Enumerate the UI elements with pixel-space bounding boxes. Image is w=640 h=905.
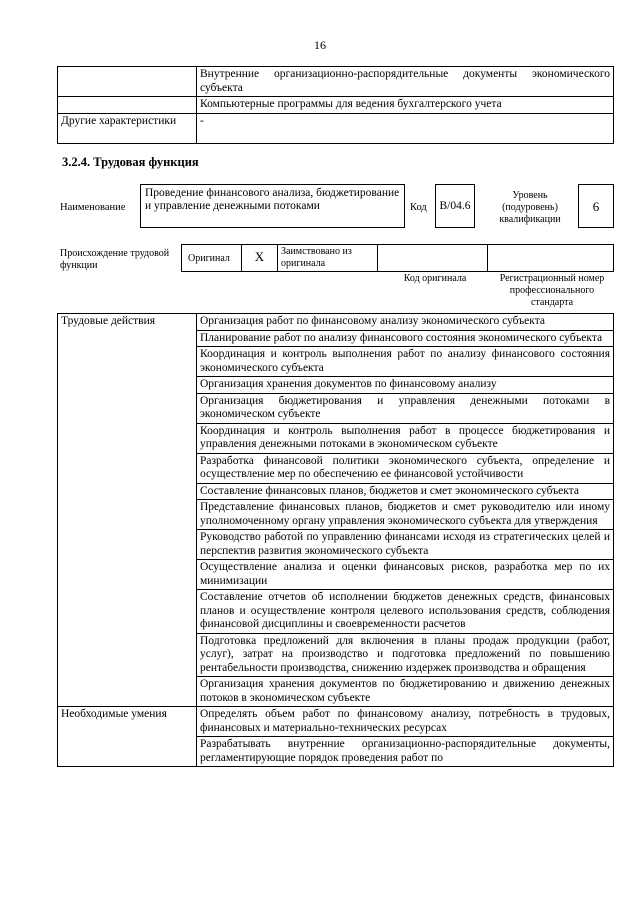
top-row-label [58, 97, 197, 114]
origin-strip [181, 244, 614, 272]
table-row [58, 113, 614, 143]
labor-action-item: Осуществление анализа и оценки финансовых рисков, разработка мер по их минимизации [197, 560, 614, 590]
original-code-cell [378, 245, 488, 271]
page-number: 16 [314, 38, 326, 52]
level-label: Уровень (подуровень) квалификации [499, 190, 561, 225]
labor-action-item: Представление финансовых планов, бюджетов и смет руководителю или иному уполномоченному органу управления экономического субъекта для утверждения [197, 500, 614, 530]
table-row [58, 97, 614, 114]
function-code: В/04.6 [439, 199, 471, 212]
required-skill-item: Разрабатывать внутренние организационно-распорядительные документы, регламентирующие порядок проведения работ по [197, 737, 614, 767]
other-characteristics-value: - [197, 113, 614, 143]
top-row-value: Внутренние организационно-распорядительные документы экономического субъекта [197, 67, 614, 97]
labor-action-item: Составление финансовых планов, бюджетов и смет экономического субъекта [197, 483, 614, 500]
table-row [58, 314, 614, 331]
reg-number-cell [488, 245, 613, 271]
original-mark: X [242, 245, 278, 271]
code-caption: Код оригинала [403, 273, 467, 284]
other-characteristics-label: Другие характеристики [58, 113, 197, 143]
qualification-level: 6 [592, 198, 600, 214]
labor-action-item: Координация и контроль выполнения работ в процессе бюджетирования и управления денежными потоками в экономическом субъекте [197, 423, 614, 453]
origin-label: Происхождение трудовой функции [60, 248, 170, 271]
borrowed-label: Заимствовано из оригинала [278, 245, 378, 271]
top-table [57, 66, 614, 144]
labor-action-item: Координация и контроль выполнения работ по анализу финансового состояния экономического субъекта [197, 347, 614, 377]
function-code-box [435, 184, 475, 228]
required-skills-label: Необходимые умения [58, 707, 197, 767]
function-name-box [140, 184, 405, 228]
labor-action-item: Подготовка предложений для включения в планы продаж продукции (работ, услуг), затрат на производство и подготовка предложений по повышению рентабельности производства, снижению издержек производства и обращения [197, 633, 614, 677]
top-row-value: Компьютерные программы для ведения бухгалтерского учета [197, 97, 614, 114]
labor-action-item: Составление отчетов об исполнении бюджетов денежных средств, финансовых планов и осуществление контроля целевого использования средств, соблюдения финансовой дисциплины и своевременности расчетов [197, 590, 614, 634]
required-skill-item: Определять объем работ по финансовому анализу, потребность в трудовых, финансовых и материально-технических ресурсах [197, 707, 614, 737]
original-label: Оригинал [182, 245, 242, 271]
labor-action-item: Организация хранения документов по бюджетированию и движению денежных потоков в экономическом субъекте [197, 677, 614, 707]
labor-action-item: Организация хранения документов по финансовому анализу [197, 377, 614, 394]
table-row [58, 707, 614, 737]
labor-action-item: Организация бюджетирования и управления денежными потоками в экономическом субъекте [197, 393, 614, 423]
labor-action-item: Планирование работ по анализу финансового состояния экономического субъекта [197, 330, 614, 347]
qualification-level-box [578, 184, 614, 228]
labor-action-item: Руководство работой по управлению финансами исходя из стратегических целей и перспектив развития экономического субъекта [197, 530, 614, 560]
section-heading: 3.2.4. Трудовая функция [62, 155, 199, 169]
name-label: Наименование [60, 202, 126, 213]
main-table [57, 313, 614, 767]
labor-action-item: Организация работ по финансовому анализу экономического субъекта [197, 314, 614, 331]
function-name: Проведение финансового анализа, бюджетирование и управление денежными потоками [145, 187, 400, 212]
labor-actions-label: Трудовые действия [58, 314, 197, 707]
code-label: Код [410, 202, 427, 213]
top-row-label [58, 67, 197, 97]
reg-caption: Регистрационный номер профессионального стандарта [499, 273, 605, 308]
labor-action-item: Разработка финансовой политики экономического субъекта, определение и осуществление мер по обеспечению ее финансовой устойчивости [197, 453, 614, 483]
table-row [58, 67, 614, 97]
